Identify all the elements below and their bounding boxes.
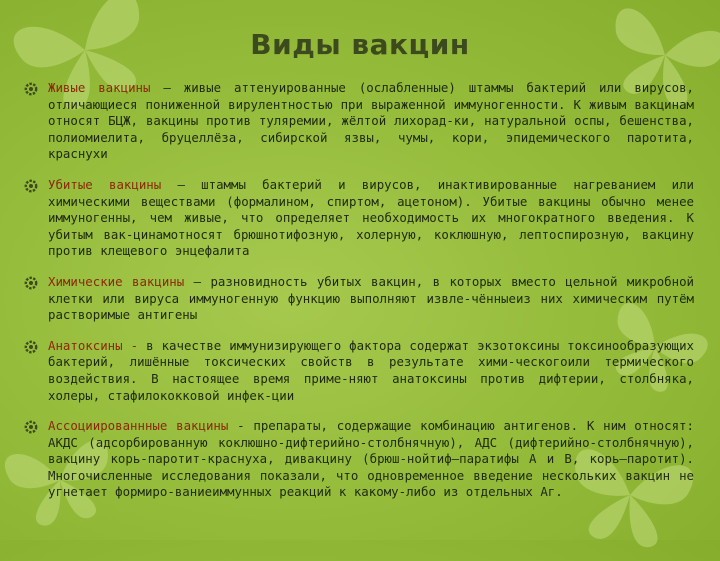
list-item-description: — штаммы бактерий и вирусов, инактивированные нагреванием или химическими веществами (формалином, спиртом, ацетоном). Убитые вакцины обычно менее иммуногенны, чем живые, что определяет необходимость их многократного введения. К убитым вак-цинамотносят брюшнотифозную, холерную, коклюшную, лептоспирозную, вакцину против клещевого энцефалита — [48, 176, 695, 259]
list-item — [22, 80, 694, 163]
list-item — [22, 177, 694, 260]
list-item-text — [48, 338, 694, 404]
list-item-term: Живые вакцины — [48, 80, 151, 95]
list-item-term: Анатоксины - — [48, 337, 139, 353]
list-item-term: Химические вакцины — [48, 273, 185, 289]
flower-bullet-icon — [24, 340, 38, 354]
list-item-term: Убитые вакцины — [48, 176, 162, 192]
list-item-description: - препараты, содержащие комбинацию антигенов. К ним относят: АКДС (адсорбированную коклюшно-дифтерийно-столбнячную), АДС (дифтерийно-столбнячную), вакцину корь-паротит-краснуха, дивакцину (брюш-нойтиф—паратифы А и В, корь—паротит). Многочисленные исследования показали, что одновременное введение нескольких вакцин не угнетает формиро-ваниеиммунных реакций к какому-либо из отдельных Аг. — [48, 418, 694, 500]
flower-bullet-icon — [24, 276, 38, 290]
list-item-description: — живые аттенуированные (ослабленные) штаммы бактерий или вирусов, отличающиеся пониженной вирулентностью при выраженной иммуногенности. К живым вакцинам относят БЦЖ, вакцины против туляремии, жёлтой лихорад-ки, натуральной оспы, бешенства, полиомиелита, бруцеллёза, сибирской язвы, чумы, кори, эпидемического паротита, краснухи — [48, 80, 694, 162]
list-item-text — [48, 80, 694, 163]
slide-title: Виды вакцин — [250, 28, 470, 61]
list-item-term: Ассоциированнные вакцины — [48, 418, 229, 434]
flower-bullet-icon — [24, 82, 38, 96]
list-item-text — [48, 177, 694, 260]
list-item — [22, 274, 694, 324]
list-item — [22, 338, 694, 404]
list-item-text — [48, 274, 694, 324]
flower-bullet-icon — [24, 179, 38, 193]
bullet-list — [22, 80, 694, 515]
list-item — [22, 418, 694, 501]
flower-bullet-icon — [24, 420, 38, 434]
list-item-description: в качестве иммунизирующего фактора содержат экзотоксины токсинообразующих бактерий, лишённые токсических свойств в результате хими-ческогоили термического воздействия. В настоящее время приме-няют анатоксины против дифтерии, столбняка, холеры, стафилококковой инфек-ции — [48, 337, 694, 403]
list-item-text — [48, 418, 694, 501]
list-item-description: — разновидность убитых вакцин, в которых вместо цельной микробной клетки или вируса иммуногенную функцию выполняют извле-чённыеиз них химическим путём растворимые антигены — [48, 273, 694, 323]
